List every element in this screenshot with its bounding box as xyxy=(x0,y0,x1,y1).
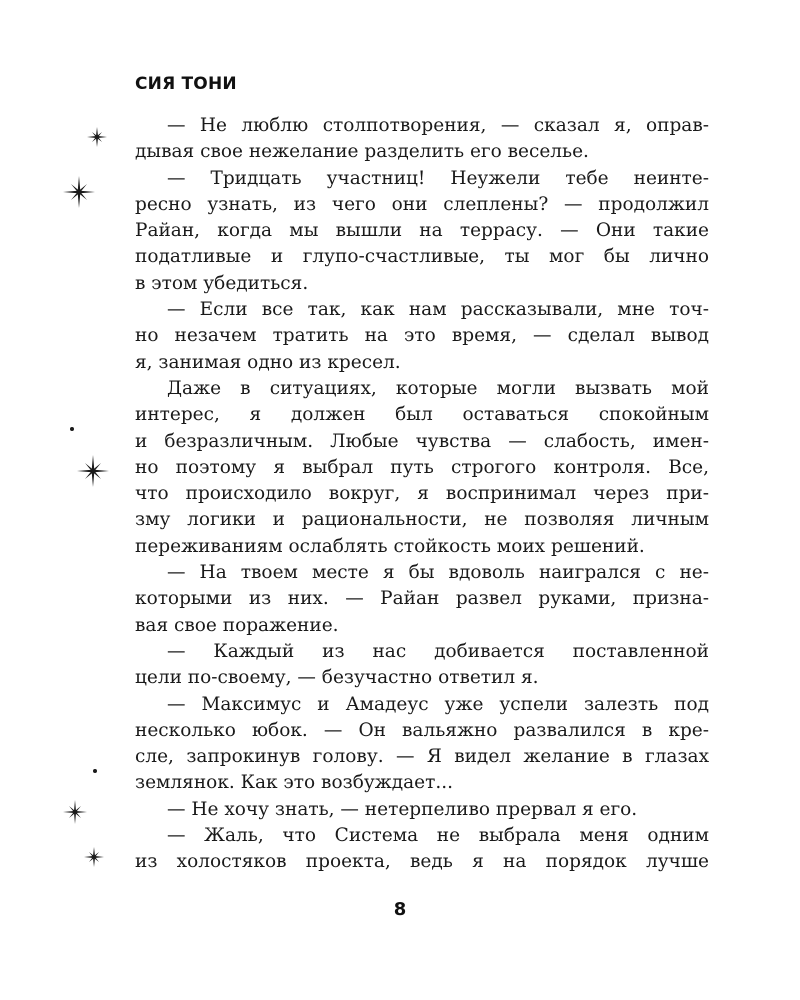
text-line: я, занимая одно из кресел. xyxy=(135,351,401,373)
text-line: — Тридцать участниц! Неужели тебе неинте- xyxy=(167,167,709,189)
sparkle-icon xyxy=(83,846,105,868)
text-line: сле, запрокинув голову. — Я видел желание в глазах xyxy=(135,746,709,768)
text-line: но поэтому я выбрал путь строгого контроля. Все, xyxy=(135,456,709,478)
text-line: дывая свое нежелание разделить его веселье. xyxy=(135,141,589,163)
text-line: интерес, я должен был оставаться спокойным xyxy=(135,404,709,426)
text-line: в этом убедиться. xyxy=(135,272,309,294)
text-line: — Не люблю столпотворения, — сказал я, оправ- xyxy=(167,115,709,136)
text-line: из холостяков проекта, ведь я на порядок лучше xyxy=(135,851,709,873)
dot-icon xyxy=(93,769,97,773)
text-line: — Максимус и Амадеус уже успели залезть под xyxy=(167,693,709,715)
text-line: — Каждый из нас добивается поставленной xyxy=(167,640,709,662)
text-line: что происходило вокруг, я воспринимал через при- xyxy=(135,483,709,505)
text-line: Даже в ситуациях, которые могли вызвать мой xyxy=(167,377,709,399)
page-number: 8 xyxy=(393,899,407,920)
text-line: несколько юбок. — Он вальяжно развалился в кре- xyxy=(135,719,709,741)
text-line: — На твоем месте я бы вдоволь наигрался с не- xyxy=(167,562,709,584)
running-head: СИЯ ТОНИ xyxy=(135,74,237,94)
text-line: — Если все так, как нам рассказывали, мне точ- xyxy=(167,299,709,321)
text-line: податливые и глупо-счастливые, ты мог бы лично xyxy=(135,246,709,268)
dot-icon xyxy=(70,427,74,431)
text-line: но незачем тратить на это время, — сделал вывод xyxy=(135,325,709,347)
sparkle-icon xyxy=(62,175,96,209)
text-line: ресно узнать, из чего они слеплены? — продолжил xyxy=(135,193,709,215)
text-line: зму логики и рациональности, не позволяя личным xyxy=(135,509,709,531)
body-text xyxy=(135,113,709,876)
text-line: землянок. Как это возбуждает... xyxy=(135,772,453,794)
sparkle-icon xyxy=(62,799,88,825)
sparkle-icon xyxy=(86,126,108,148)
text-line: Райан, когда мы вышли на террасу. — Они такие xyxy=(135,220,709,242)
text-line: — Жаль, что Система не выбрала меня одним xyxy=(167,825,709,847)
text-line: и безразличным. Любые чувства — слабость, имен- xyxy=(135,430,709,452)
text-line: которыми из них. — Райан развел руками, призна- xyxy=(135,588,709,610)
text-line: вая свое поражение. xyxy=(135,614,339,636)
sparkle-icon xyxy=(76,454,110,488)
text-line: переживаниям ослаблять стойкость моих решений. xyxy=(135,535,645,557)
text-line: цели по-своему, — безучастно ответил я. xyxy=(135,667,539,689)
text-line: — Не хочу знать, — нетерпеливо прервал я его. xyxy=(167,798,638,820)
